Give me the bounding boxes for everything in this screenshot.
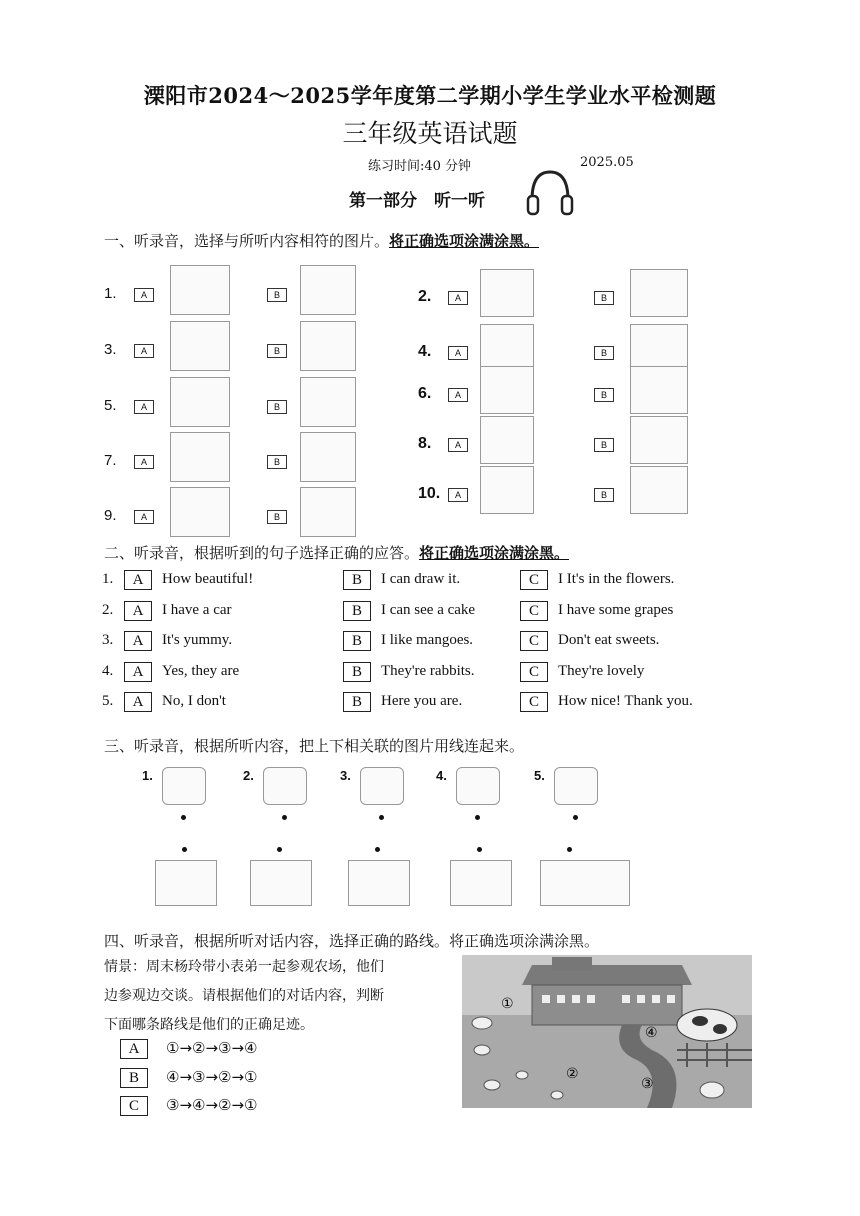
option-b-picture <box>630 366 688 414</box>
option-b-tag[interactable]: B <box>267 288 287 302</box>
option-a-picture <box>170 487 230 537</box>
option-a-tag[interactable]: A <box>134 455 154 469</box>
match-dot-top[interactable] <box>573 815 578 820</box>
option-b-picture <box>300 377 356 427</box>
option-a-tag[interactable]: A <box>448 388 468 402</box>
exam-subtitle: 三年级英语试题 <box>342 119 518 148</box>
option-a-picture <box>480 324 534 372</box>
option-a-picture <box>480 416 534 464</box>
exam-date: 2025.05 <box>580 155 634 170</box>
option-a-picture <box>170 377 230 427</box>
option-b-box[interactable]: B <box>343 631 371 651</box>
option-b-tag[interactable]: B <box>594 346 614 360</box>
question-number: 1. <box>104 285 117 302</box>
option-a-tag[interactable]: A <box>134 510 154 524</box>
bottom-picture <box>540 860 630 906</box>
section2-emphasis: 将正确选项涂满涂黑。 <box>419 544 570 562</box>
bottom-picture <box>450 860 512 906</box>
option-a-text: I have a car <box>162 601 232 618</box>
match-dot-bottom[interactable] <box>182 847 187 852</box>
top-picture <box>360 767 404 805</box>
question-number: 10. <box>418 485 441 502</box>
map-mark-2: ② <box>566 1066 579 1082</box>
option-a-picture <box>170 265 230 315</box>
headphones-icon <box>524 166 576 220</box>
section3-heading: 三、听录音，根据所听内容，把上下相关联的图片用线连起来。 <box>104 737 525 755</box>
option-b-box[interactable]: B <box>343 692 371 712</box>
match-number: 5. <box>534 768 545 783</box>
option-a-box[interactable]: A <box>124 692 152 712</box>
option-a-tag[interactable]: A <box>134 288 154 302</box>
question-number: 7. <box>104 452 117 469</box>
route-option-box[interactable]: A <box>120 1039 148 1059</box>
option-c-text: Don't eat sweets. <box>558 632 660 648</box>
option-c-box[interactable]: C <box>520 631 548 651</box>
match-dot-bottom[interactable] <box>477 847 482 852</box>
option-c-text: They're lovely <box>558 662 645 679</box>
option-a-picture <box>170 321 230 371</box>
option-b-text: Here you are. <box>381 693 463 709</box>
option-a-tag[interactable]: A <box>134 400 154 414</box>
option-c-box[interactable]: C <box>520 662 548 682</box>
farm-map-image <box>462 955 752 1108</box>
match-dot-top[interactable] <box>282 815 287 820</box>
option-b-box[interactable]: B <box>343 662 371 682</box>
option-a-text: Yes, they are <box>162 662 240 679</box>
question-number: 4. <box>418 343 432 360</box>
option-c-box[interactable]: C <box>520 570 548 590</box>
description-line: 情景：周末杨玲带小表弟一起参观农场，他们 <box>104 959 384 975</box>
option-a-picture <box>480 366 534 414</box>
option-b-tag[interactable]: B <box>594 438 614 452</box>
option-b-picture <box>630 466 688 514</box>
match-number: 1. <box>142 768 153 783</box>
question-number: 1. <box>102 571 114 587</box>
option-a-picture <box>480 466 534 514</box>
match-dot-bottom[interactable] <box>277 847 282 852</box>
option-a-box[interactable]: A <box>124 570 152 590</box>
match-dot-top[interactable] <box>379 815 384 820</box>
option-a-text: It's yummy. <box>162 632 233 648</box>
option-c-box[interactable]: C <box>520 601 548 621</box>
option-b-picture <box>300 321 356 371</box>
option-b-picture <box>630 416 688 464</box>
option-a-picture <box>480 269 534 317</box>
match-dot-top[interactable] <box>181 815 186 820</box>
route-text: ①→②→③→④ <box>166 1039 258 1057</box>
question-number: 9. <box>104 507 117 524</box>
option-b-tag[interactable]: B <box>267 455 287 469</box>
option-a-text: How beautiful! <box>162 571 254 587</box>
option-a-picture <box>170 432 230 482</box>
exam-title: 溧阳市2024～2025学年度第二学期小学生学业水平检测题 <box>143 83 717 108</box>
option-c-box[interactable]: C <box>520 692 548 712</box>
description-line: 边参观边交谈。请根据他们的对话内容，判断 <box>104 988 384 1004</box>
question-number: 8. <box>418 435 432 452</box>
match-dot-bottom[interactable] <box>375 847 380 852</box>
option-a-box[interactable]: A <box>124 601 152 621</box>
option-c-text: I It's in the flowers. <box>558 571 675 587</box>
section4-description <box>104 953 454 1040</box>
option-b-tag[interactable]: B <box>267 344 287 358</box>
option-b-text: I can see a cake <box>381 601 476 618</box>
option-a-tag[interactable]: A <box>448 488 468 502</box>
question-number: 2. <box>102 601 114 618</box>
bottom-picture <box>155 860 217 906</box>
bottom-picture <box>250 860 312 906</box>
question-number: 3. <box>102 632 114 648</box>
map-mark-4: ④ <box>645 1025 658 1041</box>
option-b-tag[interactable]: B <box>594 488 614 502</box>
option-a-box[interactable]: A <box>124 631 152 651</box>
option-c-text: How nice! Thank you. <box>558 693 693 709</box>
description-line: 下面哪条路线是他们的正确足迹。 <box>104 1017 314 1033</box>
option-b-tag[interactable]: B <box>594 291 614 305</box>
route-text: ④→③→②→① <box>166 1067 258 1086</box>
question-number: 5. <box>104 397 117 414</box>
part-title: 第一部分 听一听 <box>349 191 485 211</box>
section2-heading: 二、听录音，根据听到的句子选择正确的应答。将正确选项涂满涂黑。 <box>104 544 570 562</box>
option-b-picture <box>300 487 356 537</box>
bottom-picture <box>348 860 410 906</box>
option-b-picture <box>300 265 356 315</box>
question-number: 2. <box>418 288 432 305</box>
map-mark-3: ③ <box>641 1076 654 1092</box>
top-picture <box>456 767 500 805</box>
option-b-text: They're rabbits. <box>381 662 475 679</box>
option-b-box[interactable]: B <box>343 570 371 590</box>
option-a-tag[interactable]: A <box>448 438 468 452</box>
top-picture <box>554 767 598 805</box>
option-a-text: No, I don't <box>162 693 226 709</box>
section4-heading: 四、听录音，根据所听对话内容，选择正确的路线。将正确选项涂满涂黑。 <box>104 932 600 950</box>
option-b-picture <box>630 324 688 372</box>
match-number: 3. <box>340 768 351 783</box>
match-number: 4. <box>436 768 447 783</box>
option-b-text: I can draw it. <box>381 571 461 587</box>
option-a-tag[interactable]: A <box>448 291 468 305</box>
section1-emphasis: 将正确选项涂满涂黑。 <box>389 232 540 250</box>
exam-time: 练习时间:40 分钟 <box>368 159 472 174</box>
question-number: 5. <box>102 693 114 709</box>
option-b-tag[interactable]: B <box>267 510 287 524</box>
option-b-tag[interactable]: B <box>267 400 287 414</box>
option-a-tag[interactable]: A <box>134 344 154 358</box>
match-number: 2. <box>243 768 254 783</box>
option-c-text: I have some grapes <box>558 601 674 618</box>
option-b-box[interactable]: B <box>343 601 371 621</box>
map-mark-1: ① <box>501 996 514 1012</box>
option-b-tag[interactable]: B <box>594 388 614 402</box>
match-dot-top[interactable] <box>475 815 480 820</box>
route-option-box[interactable]: B <box>120 1068 148 1088</box>
match-dot-bottom[interactable] <box>567 847 572 852</box>
option-b-picture <box>300 432 356 482</box>
option-b-text: I like mangoes. <box>381 632 474 648</box>
option-a-tag[interactable]: A <box>448 346 468 360</box>
option-b-picture <box>630 269 688 317</box>
route-text: ③→④→②→① <box>166 1096 258 1114</box>
question-number: 4. <box>102 662 114 679</box>
route-option-box[interactable]: C <box>120 1096 148 1116</box>
top-picture <box>162 767 206 805</box>
section1-heading: 一、听录音，选择与所听内容相符的图片。将正确选项涂满涂黑。 <box>104 232 540 250</box>
question-number: 6. <box>418 385 432 402</box>
question-number: 3. <box>104 341 117 358</box>
option-a-box[interactable]: A <box>124 662 152 682</box>
top-picture <box>263 767 307 805</box>
